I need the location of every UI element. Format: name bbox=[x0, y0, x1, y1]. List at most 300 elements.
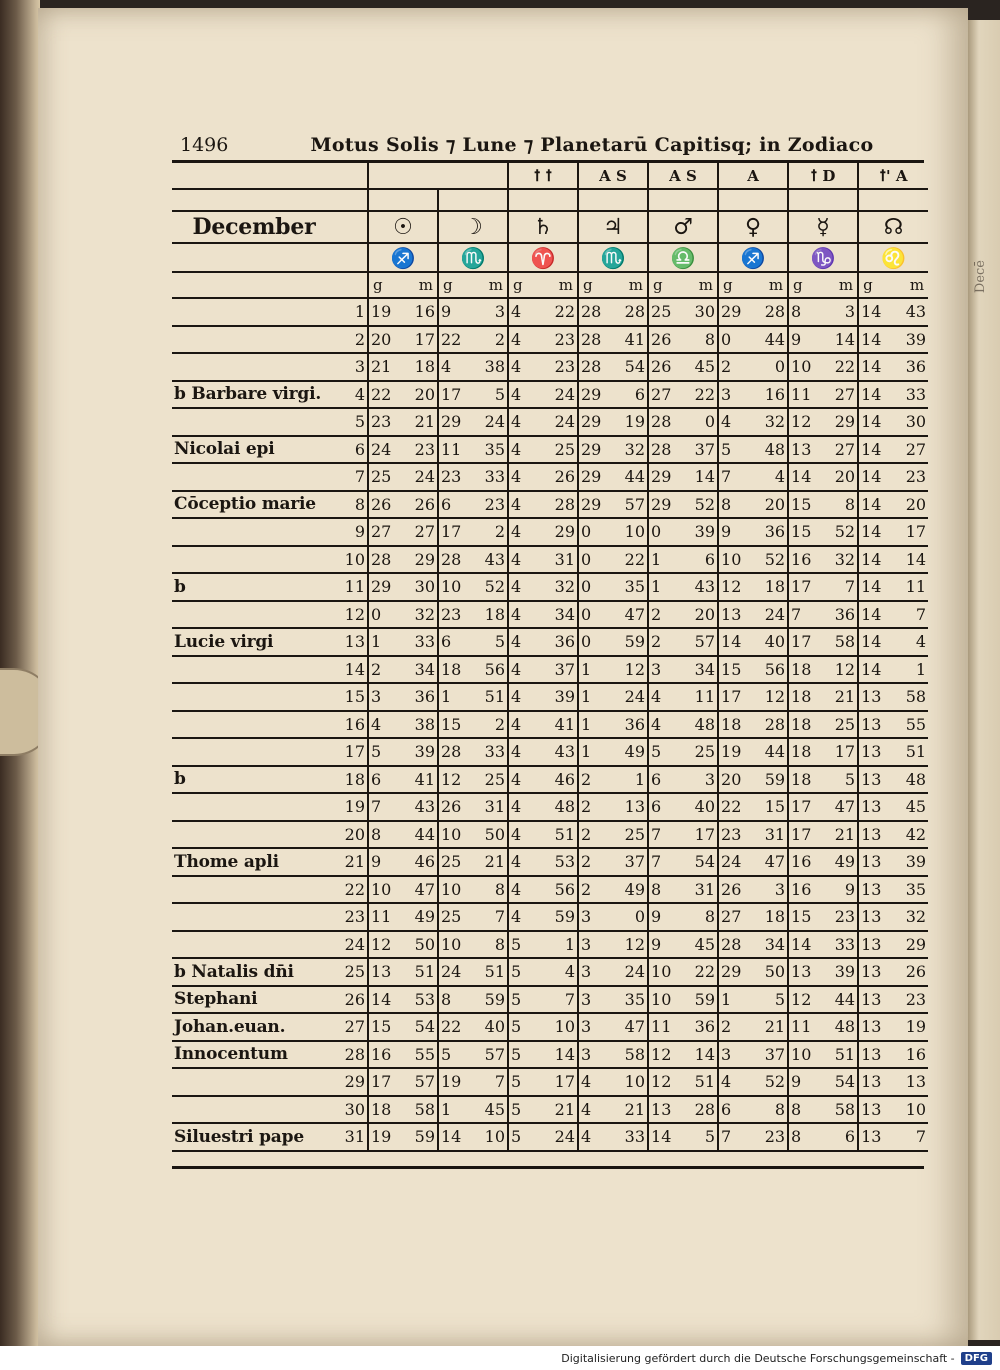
minute-value: 24 bbox=[614, 958, 648, 986]
day-number: 27 bbox=[336, 1013, 368, 1041]
minute-value: 58 bbox=[894, 683, 928, 711]
minute-value: 10 bbox=[544, 1013, 578, 1041]
blank-cell bbox=[578, 189, 648, 211]
degree-value: 13 bbox=[858, 1068, 894, 1096]
degree-value: 5 bbox=[508, 958, 544, 986]
degree-value: 15 bbox=[718, 656, 754, 684]
minute-value: 36 bbox=[754, 518, 788, 546]
minute-value: 45 bbox=[894, 793, 928, 821]
degree-value: 19 bbox=[368, 1123, 404, 1151]
table-row bbox=[172, 848, 928, 876]
minute-value: 39 bbox=[684, 518, 718, 546]
degree-value: 10 bbox=[788, 1041, 824, 1069]
minute-value: 2 bbox=[474, 711, 508, 739]
minute-value: 27 bbox=[824, 381, 858, 409]
degree-value: 13 bbox=[858, 766, 894, 794]
degree-value: 10 bbox=[368, 876, 404, 904]
day-header-cell bbox=[336, 211, 368, 243]
minute-value: 32 bbox=[754, 408, 788, 436]
minute-value: 21 bbox=[474, 848, 508, 876]
zodiac-sign: ♏ bbox=[438, 243, 508, 272]
minute-value: 37 bbox=[684, 436, 718, 464]
minute-value: 54 bbox=[684, 848, 718, 876]
minute-value: 48 bbox=[894, 766, 928, 794]
minute-value: 55 bbox=[894, 711, 928, 739]
degree-value: 29 bbox=[648, 491, 684, 519]
degree-value: 13 bbox=[788, 436, 824, 464]
minute-value: 23 bbox=[894, 463, 928, 491]
minute-value: 28 bbox=[614, 298, 648, 326]
degree-value: 1 bbox=[578, 656, 614, 684]
degree-value: 13 bbox=[858, 1041, 894, 1069]
minute-value: 0 bbox=[754, 353, 788, 381]
ephemeris-table bbox=[172, 163, 928, 1152]
minute-unit: m bbox=[474, 272, 508, 298]
minute-value: 15 bbox=[754, 793, 788, 821]
feast-label bbox=[172, 1096, 336, 1124]
minute-value: 35 bbox=[894, 876, 928, 904]
minute-value: 7 bbox=[474, 1068, 508, 1096]
degree-value: 4 bbox=[508, 738, 544, 766]
degree-value: 4 bbox=[368, 711, 404, 739]
minute-value: 30 bbox=[894, 408, 928, 436]
feast-label: b bbox=[172, 766, 336, 794]
blank-cell bbox=[858, 189, 928, 211]
aspect-header: ꝉ ꝉ bbox=[508, 163, 578, 189]
minute-value: 25 bbox=[824, 711, 858, 739]
degree-value: 0 bbox=[578, 628, 614, 656]
minute-value: 58 bbox=[614, 1041, 648, 1069]
minute-unit: m bbox=[544, 272, 578, 298]
degree-value: 16 bbox=[368, 1041, 404, 1069]
degree-value: 20 bbox=[718, 766, 754, 794]
zodiac-sign: ♑ bbox=[788, 243, 858, 272]
minute-value: 23 bbox=[474, 491, 508, 519]
minute-value: 11 bbox=[894, 573, 928, 601]
minute-value: 24 bbox=[404, 463, 438, 491]
degree-value: 3 bbox=[648, 656, 684, 684]
degree-value: 4 bbox=[508, 601, 544, 629]
day-number: 23 bbox=[336, 903, 368, 931]
minute-value: 20 bbox=[684, 601, 718, 629]
minute-value: 46 bbox=[544, 766, 578, 794]
day-number: 25 bbox=[336, 958, 368, 986]
degree-value: 18 bbox=[368, 1096, 404, 1124]
minute-value: 34 bbox=[754, 931, 788, 959]
minute-value: 24 bbox=[474, 408, 508, 436]
blank-cell bbox=[336, 189, 368, 211]
degree-value: 5 bbox=[718, 436, 754, 464]
degree-value: 4 bbox=[508, 381, 544, 409]
degree-value: 1 bbox=[648, 573, 684, 601]
degree-value: 6 bbox=[648, 766, 684, 794]
minute-value: 43 bbox=[544, 738, 578, 766]
minute-unit: m bbox=[824, 272, 858, 298]
minute-value: 3 bbox=[754, 876, 788, 904]
table-row bbox=[172, 298, 928, 326]
degree-value: 22 bbox=[438, 1013, 474, 1041]
degree-value: 0 bbox=[648, 518, 684, 546]
sign-header-row bbox=[172, 243, 928, 272]
degree-value: 9 bbox=[368, 848, 404, 876]
minute-value: 27 bbox=[894, 436, 928, 464]
degree-value: 3 bbox=[718, 381, 754, 409]
minute-value: 43 bbox=[474, 546, 508, 574]
day-number: 30 bbox=[336, 1096, 368, 1124]
table-row bbox=[172, 546, 928, 574]
degree-value: 5 bbox=[368, 738, 404, 766]
degree-value: 28 bbox=[578, 298, 614, 326]
table-row bbox=[172, 711, 928, 739]
minute-value: 9 bbox=[824, 876, 858, 904]
minute-value: 46 bbox=[404, 848, 438, 876]
minute-value: 39 bbox=[894, 848, 928, 876]
feast-label: Stephani bbox=[172, 986, 336, 1014]
day-number: 12 bbox=[336, 601, 368, 629]
minute-value: 45 bbox=[684, 931, 718, 959]
page-year: 1496 bbox=[180, 134, 229, 156]
degree-value: 17 bbox=[718, 683, 754, 711]
minute-value: 5 bbox=[474, 381, 508, 409]
minute-value: 23 bbox=[404, 436, 438, 464]
day-number: 21 bbox=[336, 848, 368, 876]
day-number: 3 bbox=[336, 353, 368, 381]
minute-value: 5 bbox=[684, 1123, 718, 1151]
minute-value: 57 bbox=[614, 491, 648, 519]
degree-value: 5 bbox=[508, 1041, 544, 1069]
degree-value: 17 bbox=[368, 1068, 404, 1096]
degree-value: 3 bbox=[718, 1041, 754, 1069]
degree-value: 28 bbox=[438, 738, 474, 766]
degree-value: 13 bbox=[718, 601, 754, 629]
minute-value: 20 bbox=[754, 491, 788, 519]
degree-value: 7 bbox=[368, 793, 404, 821]
table-row bbox=[172, 931, 928, 959]
degree-value: 29 bbox=[578, 463, 614, 491]
table-row bbox=[172, 353, 928, 381]
degree-value: 26 bbox=[718, 876, 754, 904]
degree-value: 8 bbox=[718, 491, 754, 519]
degree-value: 17 bbox=[788, 628, 824, 656]
degree-value: 2 bbox=[578, 821, 614, 849]
table-row bbox=[172, 1013, 928, 1041]
minute-value: 57 bbox=[404, 1068, 438, 1096]
minute-value: 14 bbox=[824, 326, 858, 354]
degree-value: 6 bbox=[368, 766, 404, 794]
minute-value: 26 bbox=[894, 958, 928, 986]
aspect-blank-cell bbox=[368, 163, 508, 189]
degree-value: 7 bbox=[648, 848, 684, 876]
minute-value: 0 bbox=[614, 903, 648, 931]
feast-label: Siluestri pape bbox=[172, 1123, 336, 1151]
day-number: 11 bbox=[336, 573, 368, 601]
minute-value: 44 bbox=[614, 463, 648, 491]
minute-value: 21 bbox=[754, 1013, 788, 1041]
minute-value: 24 bbox=[544, 381, 578, 409]
minute-unit: m bbox=[614, 272, 648, 298]
minute-value: 21 bbox=[544, 1096, 578, 1124]
planet-header-row bbox=[172, 211, 928, 243]
table-body bbox=[172, 163, 928, 1151]
minute-value: 2 bbox=[474, 518, 508, 546]
degree-value: 19 bbox=[368, 298, 404, 326]
degree-value: 14 bbox=[858, 381, 894, 409]
minute-value: 33 bbox=[474, 738, 508, 766]
minute-value: 38 bbox=[474, 353, 508, 381]
minute-value: 23 bbox=[544, 353, 578, 381]
table-row bbox=[172, 903, 928, 931]
degree-value: 6 bbox=[438, 628, 474, 656]
degree-value: 17 bbox=[788, 821, 824, 849]
minute-value: 5 bbox=[474, 628, 508, 656]
minute-value: 36 bbox=[824, 601, 858, 629]
degree-value: 2 bbox=[368, 656, 404, 684]
table-row bbox=[172, 766, 928, 794]
degree-value: 8 bbox=[788, 1123, 824, 1151]
minute-value: 29 bbox=[824, 408, 858, 436]
minute-value: 6 bbox=[614, 381, 648, 409]
minute-value: 1 bbox=[894, 656, 928, 684]
degree-value: 15 bbox=[788, 903, 824, 931]
degree-value: 9 bbox=[788, 1068, 824, 1096]
degree-value: 0 bbox=[368, 601, 404, 629]
minute-value: 37 bbox=[614, 848, 648, 876]
feast-label bbox=[172, 1068, 336, 1096]
degree-value: 4 bbox=[508, 546, 544, 574]
minute-value: 32 bbox=[544, 573, 578, 601]
minute-value: 29 bbox=[544, 518, 578, 546]
minute-value: 22 bbox=[614, 546, 648, 574]
minute-value: 35 bbox=[474, 436, 508, 464]
minute-value: 38 bbox=[404, 711, 438, 739]
minute-value: 21 bbox=[824, 683, 858, 711]
minute-value: 26 bbox=[544, 463, 578, 491]
minute-value: 26 bbox=[404, 491, 438, 519]
degree-value: 28 bbox=[718, 931, 754, 959]
minute-value: 51 bbox=[404, 958, 438, 986]
minute-value: 24 bbox=[544, 408, 578, 436]
degree-value: 10 bbox=[648, 986, 684, 1014]
degree-value: 3 bbox=[578, 1041, 614, 1069]
feast-label bbox=[172, 463, 336, 491]
minute-value: 33 bbox=[614, 1123, 648, 1151]
next-page-edge bbox=[965, 20, 1000, 1340]
aspect-header: A bbox=[718, 163, 788, 189]
degree-value: 17 bbox=[438, 518, 474, 546]
degree-value: 12 bbox=[718, 573, 754, 601]
degree-value: 5 bbox=[648, 738, 684, 766]
degree-value: 24 bbox=[438, 958, 474, 986]
degree-value: 13 bbox=[858, 711, 894, 739]
minute-value: 12 bbox=[614, 931, 648, 959]
table-row bbox=[172, 381, 928, 409]
degree-value: 14 bbox=[438, 1123, 474, 1151]
table-row bbox=[172, 876, 928, 904]
minute-value: 16 bbox=[404, 298, 438, 326]
degree-value: 4 bbox=[508, 628, 544, 656]
minute-value: 41 bbox=[614, 326, 648, 354]
minute-value: 17 bbox=[824, 738, 858, 766]
degree-value: 10 bbox=[438, 573, 474, 601]
degree-value: 5 bbox=[508, 931, 544, 959]
minute-value: 34 bbox=[544, 601, 578, 629]
table-row bbox=[172, 958, 928, 986]
degree-value: 14 bbox=[858, 326, 894, 354]
minute-value: 39 bbox=[544, 683, 578, 711]
minute-value: 33 bbox=[404, 628, 438, 656]
feast-label bbox=[172, 298, 336, 326]
minute-value: 31 bbox=[754, 821, 788, 849]
degree-value: 18 bbox=[788, 738, 824, 766]
degree-value: 28 bbox=[578, 353, 614, 381]
degree-value: 17 bbox=[438, 381, 474, 409]
minute-value: 50 bbox=[404, 931, 438, 959]
minute-value: 4 bbox=[544, 958, 578, 986]
minute-value: 44 bbox=[754, 326, 788, 354]
day-number: 15 bbox=[336, 683, 368, 711]
degree-value: 22 bbox=[368, 381, 404, 409]
minute-value: 10 bbox=[614, 518, 648, 546]
table-row bbox=[172, 821, 928, 849]
degree-value: 18 bbox=[788, 766, 824, 794]
zodiac-sign: ♐ bbox=[718, 243, 788, 272]
degree-value: 12 bbox=[438, 766, 474, 794]
table-row bbox=[172, 738, 928, 766]
degree-value: 10 bbox=[648, 958, 684, 986]
unit-header-row bbox=[172, 272, 928, 298]
degree-value: 13 bbox=[648, 1096, 684, 1124]
degree-value: 13 bbox=[858, 1013, 894, 1041]
minute-value: 42 bbox=[894, 821, 928, 849]
degree-value: 29 bbox=[718, 958, 754, 986]
minute-value: 3 bbox=[474, 298, 508, 326]
table-row bbox=[172, 683, 928, 711]
degree-value: 3 bbox=[368, 683, 404, 711]
degree-value: 2 bbox=[718, 1013, 754, 1041]
degree-value: 4 bbox=[508, 683, 544, 711]
minute-value: 39 bbox=[824, 958, 858, 986]
minute-value: 49 bbox=[404, 903, 438, 931]
degree-value: 18 bbox=[718, 711, 754, 739]
minute-value: 5 bbox=[824, 766, 858, 794]
minute-value: 32 bbox=[614, 436, 648, 464]
aspect-header-row bbox=[172, 163, 928, 189]
degree-value: 26 bbox=[438, 793, 474, 821]
degree-value: 14 bbox=[788, 931, 824, 959]
feast-label: b Natalis dn̄i bbox=[172, 958, 336, 986]
feast-label bbox=[172, 601, 336, 629]
degree-value: 7 bbox=[718, 1123, 754, 1151]
minute-value: 32 bbox=[404, 601, 438, 629]
minute-value: 36 bbox=[544, 628, 578, 656]
feast-label: Nicolai epi bbox=[172, 436, 336, 464]
feast-label: Johan.euan. bbox=[172, 1013, 336, 1041]
degree-value: 19 bbox=[438, 1068, 474, 1096]
minute-value: 53 bbox=[544, 848, 578, 876]
table-row bbox=[172, 793, 928, 821]
degree-value: 17 bbox=[788, 573, 824, 601]
degree-value: 14 bbox=[788, 463, 824, 491]
minute-value: 8 bbox=[754, 1096, 788, 1124]
minute-value: 40 bbox=[754, 628, 788, 656]
minute-value: 52 bbox=[684, 491, 718, 519]
minute-value: 41 bbox=[404, 766, 438, 794]
degree-value: 18 bbox=[788, 711, 824, 739]
table-row bbox=[172, 1068, 928, 1096]
minute-value: 43 bbox=[894, 298, 928, 326]
minute-value: 37 bbox=[754, 1041, 788, 1069]
degree-value: 6 bbox=[718, 1096, 754, 1124]
degree-value: 11 bbox=[438, 436, 474, 464]
minute-value: 10 bbox=[474, 1123, 508, 1151]
minute-value: 39 bbox=[404, 738, 438, 766]
degree-value: 4 bbox=[508, 711, 544, 739]
minute-value: 23 bbox=[544, 326, 578, 354]
degree-value: 14 bbox=[858, 656, 894, 684]
degree-value: 3 bbox=[578, 903, 614, 931]
degree-value: 1 bbox=[368, 628, 404, 656]
minute-value: 24 bbox=[544, 1123, 578, 1151]
degree-value: 22 bbox=[438, 326, 474, 354]
degree-value: 29 bbox=[578, 381, 614, 409]
minute-value: 7 bbox=[894, 601, 928, 629]
degree-value: 4 bbox=[438, 353, 474, 381]
minute-value: 22 bbox=[824, 353, 858, 381]
minute-value: 3 bbox=[824, 298, 858, 326]
degree-value: 3 bbox=[578, 986, 614, 1014]
degree-value: 1 bbox=[648, 546, 684, 574]
table-row bbox=[172, 491, 928, 519]
minute-value: 44 bbox=[824, 986, 858, 1014]
degree-unit: g bbox=[508, 272, 544, 298]
degree-value: 11 bbox=[788, 1013, 824, 1041]
degree-value: 24 bbox=[718, 848, 754, 876]
feast-label bbox=[172, 711, 336, 739]
degree-value: 16 bbox=[788, 848, 824, 876]
minute-value: 40 bbox=[474, 1013, 508, 1041]
minute-value: 45 bbox=[684, 353, 718, 381]
degree-value: 15 bbox=[368, 1013, 404, 1041]
minute-value: 19 bbox=[894, 1013, 928, 1041]
degree-value: 4 bbox=[508, 821, 544, 849]
minute-value: 20 bbox=[404, 381, 438, 409]
degree-unit: g bbox=[438, 272, 474, 298]
degree-value: 7 bbox=[718, 463, 754, 491]
minute-value: 2 bbox=[474, 326, 508, 354]
degree-value: 1 bbox=[438, 683, 474, 711]
degree-value: 8 bbox=[788, 1096, 824, 1124]
minute-value: 52 bbox=[824, 518, 858, 546]
degree-value: 29 bbox=[368, 573, 404, 601]
degree-value: 16 bbox=[788, 546, 824, 574]
zodiac-sign: ♎ bbox=[648, 243, 718, 272]
degree-value: 2 bbox=[578, 793, 614, 821]
minute-value: 52 bbox=[754, 546, 788, 574]
minute-value: 28 bbox=[544, 491, 578, 519]
minute-value: 59 bbox=[474, 986, 508, 1014]
minute-value: 25 bbox=[684, 738, 718, 766]
degree-value: 9 bbox=[648, 903, 684, 931]
feast-label: Lucie virgi bbox=[172, 628, 336, 656]
minute-value: 28 bbox=[754, 711, 788, 739]
minute-value: 51 bbox=[474, 683, 508, 711]
degree-value: 5 bbox=[508, 1123, 544, 1151]
minute-value: 39 bbox=[894, 326, 928, 354]
minute-value: 48 bbox=[754, 436, 788, 464]
degree-value: 4 bbox=[508, 848, 544, 876]
minute-value: 13 bbox=[894, 1068, 928, 1096]
day-number: 19 bbox=[336, 793, 368, 821]
